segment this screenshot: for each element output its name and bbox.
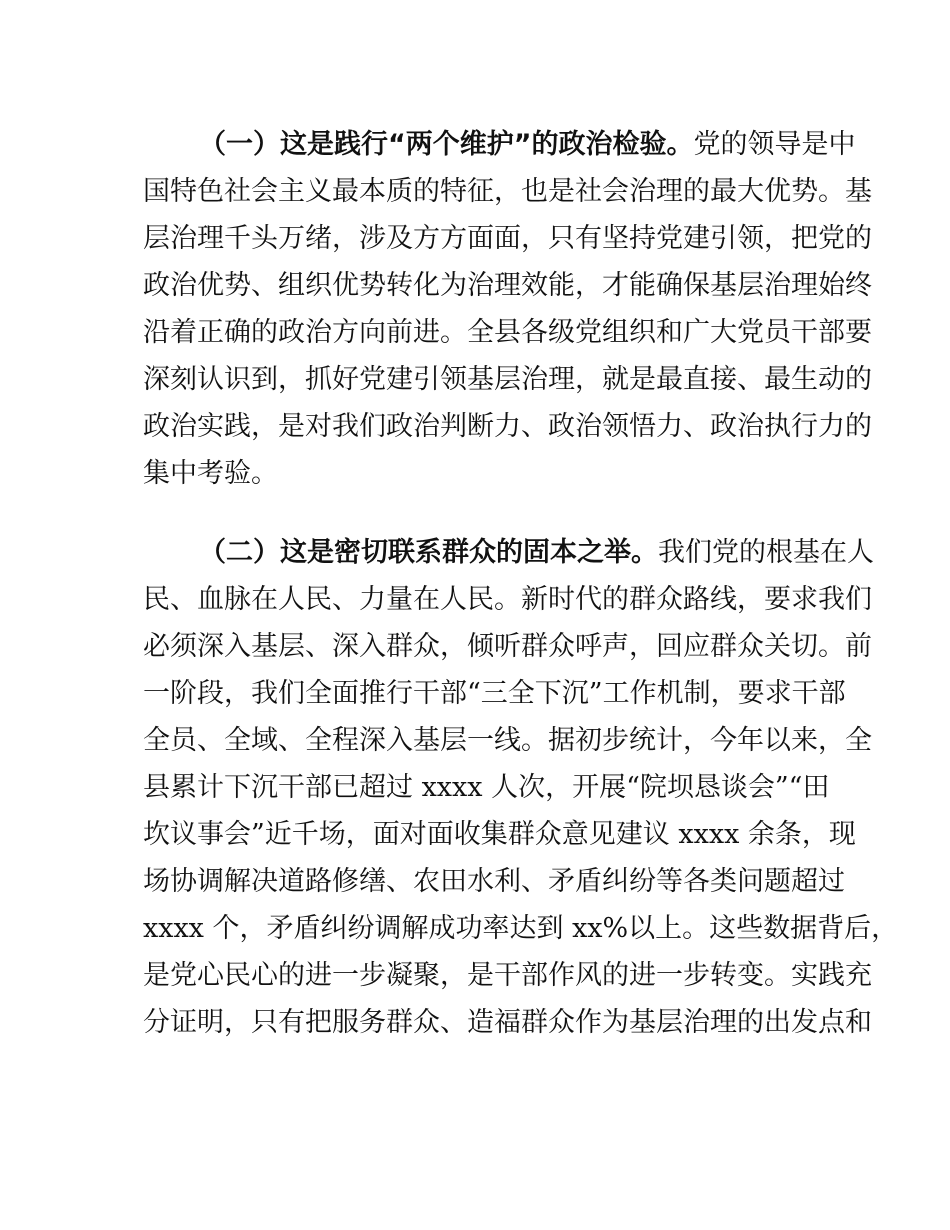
text-line: 政治实践，是对我们政治判断力、政治领悟力、政治执行力的 (143, 411, 872, 442)
paragraph-2 (143, 529, 899, 1046)
text-line: 是党心民心的进一步凝聚，是干部作风的进一步转变。实践充 (143, 960, 872, 991)
paragraph-2-line-1 (143, 529, 874, 576)
text-line: 国特色社会主义最本质的特征，也是社会治理的最大优势。基 (143, 176, 872, 207)
paragraph-1-line-1 (143, 121, 856, 168)
text-line: xxxx 个，矛盾纠纷调解成功率达到 xx%以上。这些数据背后， (143, 913, 899, 944)
text-line: 分证明，只有把服务群众、造福群众作为基层治理的出发点和 (143, 1007, 872, 1038)
text-line: 政治优势、组织优势转化为治理效能，才能确保基层治理始终 (143, 270, 872, 301)
paragraph-1 (143, 121, 872, 497)
text-line: 一阶段，我们全面推行干部“三全下沉”工作机制，要求干部 (143, 678, 846, 709)
text-line: 场协调解决道路修缮、农田水利、矛盾纠纷等各类问题超过 (143, 866, 845, 897)
text-line: 民、血脉在人民、力量在人民。新时代的群众路线，要求我们 (143, 584, 872, 615)
text-line: 沿着正确的政治方向前进。全县各级党组织和广大党员干部要 (143, 317, 872, 348)
text-line: 坎议事会”近千场，面对面收集群众意见建议 xxxx 余条，现 (143, 819, 856, 850)
text-line: 全员、全域、全程深入基层一线。据初步统计，今年以来，全 (143, 725, 872, 756)
text-line: 必须深入基层、深入群众，倾听群众呼声，回应群众关切。前 (143, 631, 872, 662)
body-text: 党的领导是中 (693, 129, 856, 160)
section-heading-2: （二）这是密切联系群众的固本之举。 (199, 537, 658, 568)
text-line: 深刻认识到，抓好党建引领基层治理，就是最直接、最生动的 (143, 364, 872, 395)
text-line: 层治理千头万绪，涉及方方面面，只有坚持党建引领，把党的 (143, 223, 872, 254)
body-text: 我们党的根基在人 (658, 537, 874, 568)
text-line: 县累计下沉干部已超过 xxxx 人次，开展“院坝恳谈会”“田 (143, 772, 830, 803)
section-heading-1: （一）这是践行“两个维护”的政治检验。 (199, 129, 694, 160)
text-line: 集中考验。 (143, 458, 278, 489)
